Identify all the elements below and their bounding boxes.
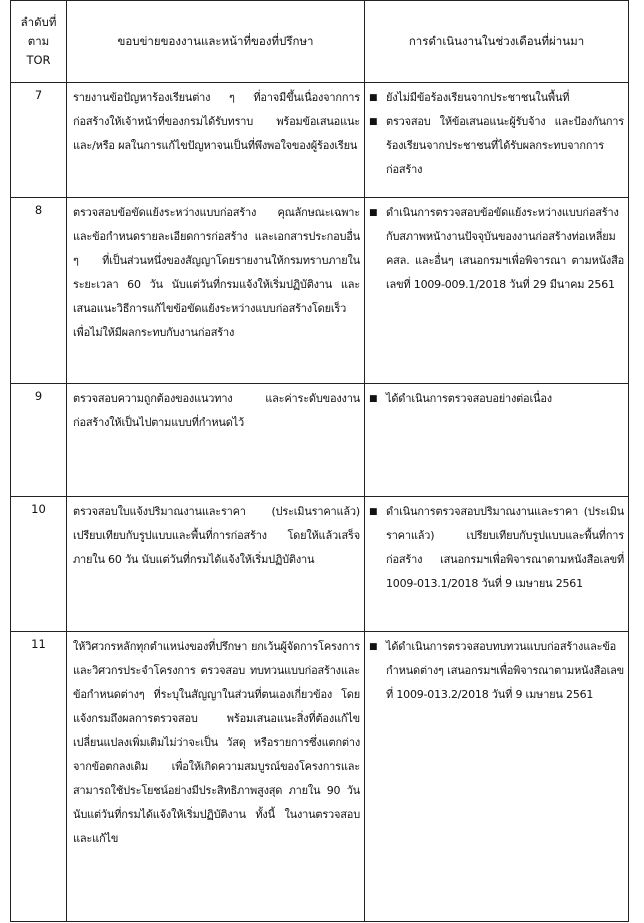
row-status xyxy=(365,497,629,632)
table-row xyxy=(11,384,629,497)
row-number: 7 xyxy=(11,83,67,198)
row-scope: ตรวจสอบความถูกต้องของแนวทาง และค่าระดับของงานก่อสร้างให้เป็นไปตามแบบที่กำหนดไว้ xyxy=(67,384,365,497)
row-status xyxy=(365,384,629,497)
row-status xyxy=(365,632,629,922)
row-number: 8 xyxy=(11,198,67,384)
row-number: 10 xyxy=(11,497,67,632)
square-bullet-icon: ■ xyxy=(369,394,378,404)
status-item-text: ได้ดำเนินการตรวจสอบอย่างต่อเนื่อง xyxy=(386,392,552,405)
status-item-text: ตรวจสอบ ให้ข้อเสนอแนะผู้รับจ้าง และป้องกันการร้องเรียนจากประชาชนที่ได้รับผลกระทบจากการก่อสร้าง xyxy=(386,115,624,176)
status-item xyxy=(369,387,624,411)
row-scope: ให้วิศวกรหลักทุกตำแหน่งของที่ปรึกษา ยกเว้นผู้จัดการโครงการและวิศวกรประจำโครงการ ตรวจสอบ ทบทวนแบบก่อสร้างและข้อกำหนดต่างๆ ที่ระบุในสัญญาในส่วนที่ตนเองเกี่ยวข้อง โดยแจ้งกรมถึงผลการตรวจสอบ พร้อมเสนอแนะสิ่งที่ต้องแก้ไขเปลี่ยนแปลงเพิ่มเติมไม่ว่าจะเป็น วัสดุ หรือรายการซึ่งแตกต่างจากข้อตกลงเดิม เพื่อให้เกิดความสมบูรณ์ของโครงการและสามารถใช้ประโยชน์อย่างมีประสิทธิภาพสูงสุด ภายใน 90 วัน นับแต่วันที่กรมได้แจ้งให้เริ่มปฏิบัติงาน ทั้งนี้ ในงานตรวจสอบและแก้ไข xyxy=(67,632,365,922)
square-bullet-icon: ■ xyxy=(369,642,378,652)
header-tor-number xyxy=(11,1,67,83)
header-tor-line3: TOR xyxy=(26,53,51,67)
status-item-text: ยังไม่มีข้อร้องเรียนจากประชาชนในพื้นที่ xyxy=(386,91,570,104)
row-number: 11 xyxy=(11,632,67,922)
status-item-text: ดำเนินการตรวจสอบข้อขัดแย้งระหว่างแบบก่อสร้าง กับสภาพหน้างานปัจจุบันของงานก่อสร้างท่อเหลี่ยม คสล. และอื่นๆ เสนอกรมฯเพื่อพิจารณา ตามหนังสือเลขที่ 1009-009.1/2018 วันที่ 29 มีนาคม 2561 xyxy=(386,206,624,291)
status-item xyxy=(369,110,624,182)
table-row xyxy=(11,497,629,632)
tor-progress-table xyxy=(10,0,629,922)
square-bullet-icon: ■ xyxy=(369,117,378,127)
document-page xyxy=(10,0,628,923)
row-scope: ตรวจสอบข้อขัดแย้งระหว่างแบบก่อสร้าง คุณลักษณะเฉพาะและข้อกำหนดรายละเอียดการก่อสร้าง และเอกสารประกอบอื่น ๆ ที่เป็นส่วนหนึ่งของสัญญาโดยรายงานให้กรมทราบภายในระยะเวลา 60 วัน นับแต่วันที่กรมแจ้งให้เริ่มปฏิบัติงาน และเสนอแนะวิธีการแก้ไขข้อขัดแย้งระหว่างแบบก่อสร้างโดยเร็วเพื่อไม่ให้มีผลกระทบกับงานก่อสร้าง xyxy=(67,198,365,384)
status-item xyxy=(369,86,624,110)
status-item-text: ได้ดำเนินการตรวจสอบทบทวนแบบก่อสร้างและข้อกำหนดต่างๆ เสนอกรมฯเพื่อพิจารณาตามหนังสือเลขที่ 1009-013.2/2018 วันที่ 9 เมษายน 2561 xyxy=(386,640,624,701)
row-scope: รายงานข้อปัญหาร้องเรียนต่าง ๆ ที่อาจมีขึ้นเนื่องจากการก่อสร้างให้เจ้าหน้าที่ของกรมได้รับทราบ พร้อมข้อเสนอแนะ และ/หรือ ผลในการแก้ไขปัญหาจนเป็นที่พึงพอใจของผู้ร้องเรียน xyxy=(67,83,365,198)
square-bullet-icon: ■ xyxy=(369,208,378,218)
row-scope: ตรวจสอบใบแจ้งปริมาณงานและราคา (ประเมินราคาแล้ว) เปรียบเทียบกับรูปแบบและพื้นที่การก่อสร้าง โดยให้แล้วเสร็จภายใน 60 วัน นับแต่วันที่กรมได้แจ้งให้เริ่มปฏิบัติงาน xyxy=(67,497,365,632)
row-status xyxy=(365,198,629,384)
table-row xyxy=(11,83,629,198)
header-tor-line1: ลำดับที่ xyxy=(20,15,57,29)
status-item xyxy=(369,635,624,707)
header-row xyxy=(11,1,629,83)
header-status: การดำเนินงานในช่วงเดือนที่ผ่านมา xyxy=(365,1,629,83)
table-row xyxy=(11,198,629,384)
status-item xyxy=(369,201,624,297)
square-bullet-icon: ■ xyxy=(369,93,378,103)
row-number: 9 xyxy=(11,384,67,497)
square-bullet-icon: ■ xyxy=(369,507,378,517)
header-tor-line2: ตาม xyxy=(27,34,50,48)
table-row xyxy=(11,632,629,922)
status-item xyxy=(369,500,624,596)
header-scope: ขอบข่ายของงานและหน้าที่ของที่ปรึกษา xyxy=(67,1,365,83)
row-status xyxy=(365,83,629,198)
status-item-text: ดำเนินการตรวจสอบปริมาณงานและราคา (ประเมินราคาแล้ว) เปรียบเทียบกับรูปแบบและพื้นที่การก่อสร้าง เสนอกรมฯเพื่อพิจารณาตามหนังสือเลขที่ 1009-013.1/2018 วันที่ 9 เมษายน 2561 xyxy=(386,505,624,590)
